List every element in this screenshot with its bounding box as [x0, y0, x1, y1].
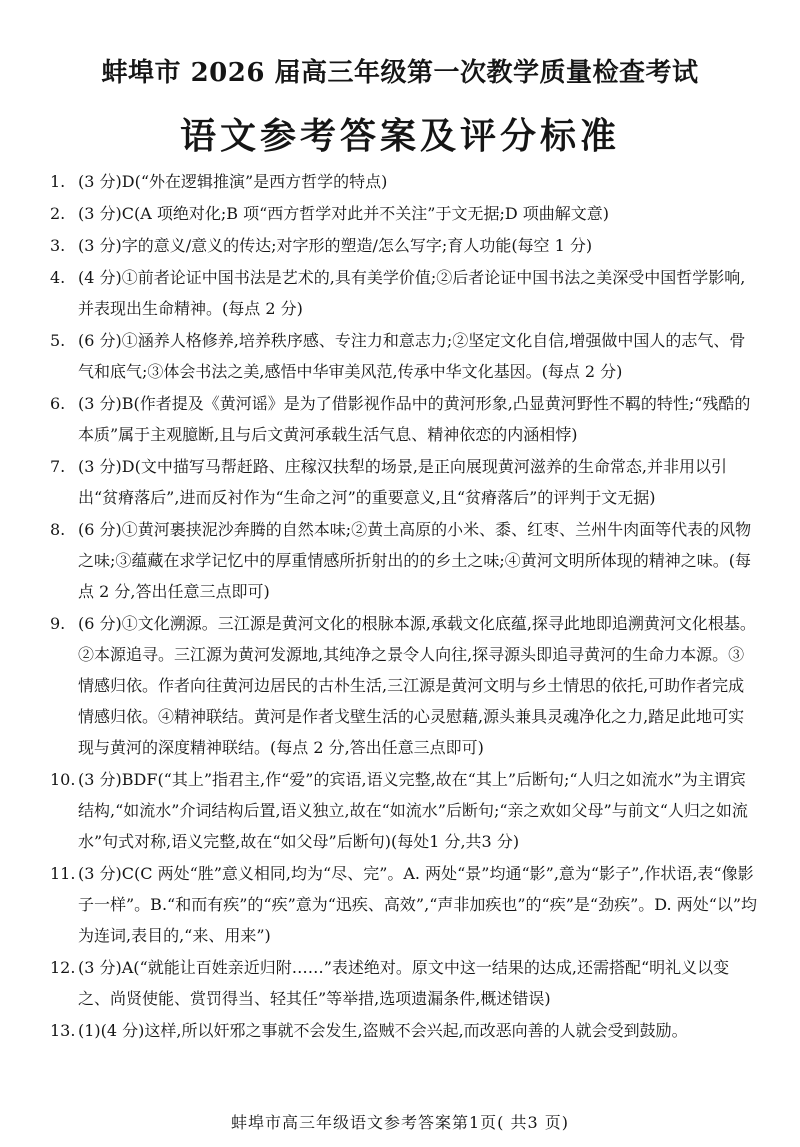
answer-number: 3.	[50, 236, 66, 255]
answer-item-11	[0, 858, 800, 951]
answer-item-8	[0, 514, 800, 607]
answer-number: 1.	[50, 172, 66, 191]
answer-item-2	[0, 198, 800, 229]
answer-text: (3 分)D(“外在逻辑推演”是西方哲学的特点)	[78, 172, 388, 191]
answer-text: (6 分)①涵养人格修养,培养秩序感、专注力和意志力;②坚定文化自信,增强做中国人的志气、骨气和底气;③体会书法之美,感悟中华审美风范,传承中华文化基因。(每点 2 分)	[78, 331, 746, 381]
answer-item-4	[0, 262, 800, 324]
answer-number: 10.	[50, 770, 76, 789]
answer-number: 4.	[50, 268, 66, 287]
answer-item-3	[0, 230, 800, 261]
answer-text: (3 分)C(C 两处“胜”意义相同,均为“尽、完”。A. 两处“景”均通“影”,意为“影子”,作状语,表“像影子一样”。B.“和而有疾”的“疾”意为“迅疾、高效”,“声非加疾也”的“疾”是“劲疾”。D. 两处“以”均为连词,表目的,“来、用来”)	[78, 864, 758, 945]
answer-text: (6 分)①文化溯源。三江源是黄河文化的根脉本源,承载文化底蕴,探寻此地即追溯黄河文化根基。②本源追寻。三江源为黄河发源地,其纯净之景令人向往,探寻源头即追寻黄河的生命力本源。③情感归依。作者向往黄河边居民的古朴生活,三江源是黄河文明与乡土情思的依托,可助作者完成情感归依。④精神联结。黄河是作者戈壁生活的心灵慰藉,源头兼具灵魂净化之力,踏足此地可实现与黄河的深度精神联结。(每点 2 分,答出任意三点即可)	[78, 614, 756, 757]
answer-item-5	[0, 325, 800, 387]
answer-item-1	[0, 166, 800, 197]
answer-number: 11.	[50, 864, 76, 883]
answer-text: (3 分)字的意义/意义的传达;对字形的塑造/怎么写字;育人功能(每空 1 分)	[78, 236, 593, 255]
answer-number: 9.	[50, 614, 66, 633]
answer-number: 6.	[50, 394, 66, 413]
answer-item-6	[0, 388, 800, 450]
answer-number: 8.	[50, 520, 66, 539]
answer-number: 7.	[50, 457, 66, 476]
answer-number: 2.	[50, 204, 66, 223]
answer-number: 12.	[50, 958, 76, 977]
document-title: 语文参考答案及评分标准	[179, 115, 620, 157]
answer-text: (4 分)①前者论证中国书法是艺术的,具有美学价值;②后者论证中国书法之美深受中国哲学影响,并表现出生命精神。(每点 2 分)	[78, 268, 746, 318]
answer-text: (3 分)BDF(“其上”指君主,作“爱”的宾语,语义完整,故在“其上”后断句;“人归之如流水”为主谓宾结构,“如流水”介词结构后置,语义独立,故在“如流水”后断句;“亲之欢如父母”与前文“人归之如流水”句式对称,语义完整,故在“如父母”后断句)(每处1 分,共3 分)	[78, 770, 748, 851]
page-footer: 蚌埠市高三年级语文参考答案第1页( 共3 页)	[230, 1113, 570, 1132]
answer-text: (3 分)D(文中描写马帮赶路、庄稼汉扶犁的场景,是正向展现黄河滋养的生命常态,并非用以引出“贫瘠落后”,进而反衬作为“生命之河”的重要意义,且“贫瘠落后”的评判于文无据)	[78, 457, 727, 507]
answer-text: (1)(4 分)这样,所以奸邪之事就不会发生,盗贼不会兴起,而改恶向善的人就会受到鼓励。	[78, 1021, 688, 1040]
exam-title: 蚌埠市 2026 届高三年级第一次教学质量检查考试	[101, 58, 699, 88]
answer-text: (6 分)①黄河裹挟泥沙奔腾的自然本味;②黄土高原的小米、黍、红枣、兰州牛肉面等代表的风物之味;③蕴藏在求学记忆中的厚重情感所折射出的的乡土之味;④黄河文明所体现的精神之味。(每点 2 分,答出任意三点即可)	[78, 520, 752, 601]
answer-item-10	[0, 764, 800, 857]
answer-item-13	[0, 1015, 800, 1046]
answer-text: (3 分)A(“就能让百姓亲近归附……”表述绝对。原文中这一结果的达成,还需搭配“明礼义以变之、尚贤使能、赏罚得当、轻其任”等举措,选项遗漏条件,概述错误)	[78, 958, 730, 1008]
answer-number: 5.	[50, 331, 66, 350]
answer-list	[0, 166, 800, 1047]
answer-item-7	[0, 451, 800, 513]
answer-text: (3 分)B(作者提及《黄河谣》是为了借影视作品中的黄河形象,凸显黄河野性不羁的特性;“残酷的本质”属于主观臆断,且与后文黄河承载生活气息、精神依恋的内涵相悖)	[78, 394, 751, 444]
answer-number: 13.	[50, 1021, 76, 1040]
answer-item-9	[0, 608, 800, 763]
answer-text: (3 分)C(A 项绝对化;B 项“西方哲学对此并不关注”于文无据;D 项曲解文意)	[78, 204, 610, 223]
answer-item-12	[0, 952, 800, 1014]
